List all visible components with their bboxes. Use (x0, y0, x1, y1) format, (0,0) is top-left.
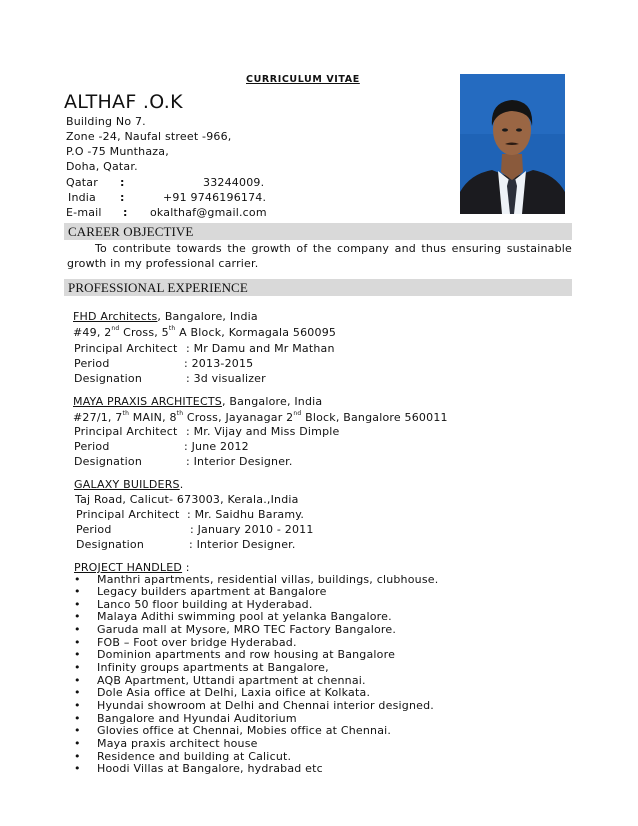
project-item-text: Lanco 50 floor building at Hyderabad. (97, 597, 313, 611)
project-item-text: Manthri apartments, residential villas, buildings, clubhouse. (97, 572, 439, 586)
document-title: CURRICULUM VITAE (246, 74, 360, 85)
job-2-row-value: : June 2012 (184, 440, 249, 453)
project-item-text: Garuda mall at Mysore, MRO TEC Factory Bangalore. (97, 623, 397, 637)
contact-label-email: E-mail (66, 206, 102, 219)
job-3-row-label: Designation (76, 538, 144, 551)
job-2-address-part: MAIN, 8 (129, 411, 177, 424)
contact-sep-qatar: : (120, 176, 125, 189)
job-2-address-sup: th (122, 410, 130, 417)
job-3-row-value: : Mr. Saidhu Baramy. (187, 508, 305, 521)
job-3-row-value: : January 2010 - 2011 (190, 523, 314, 536)
job-3-row-label: Principal Architect (76, 508, 180, 521)
contact-sep-email: : (123, 206, 128, 219)
bullet-icon: • (74, 736, 81, 750)
project-item-text: Bangalore and Hyundai Auditorium (97, 711, 297, 725)
project-item-text: FOB – Foot over bridge Hyderabad. (97, 635, 297, 649)
job-3-location: . (179, 478, 184, 491)
bullet-icon: • (74, 648, 81, 662)
job-1-row-value: : Mr Damu and Mr Mathan (186, 342, 335, 355)
contact-value-qatar: 33244009. (203, 176, 265, 189)
bullet-icon: • (74, 572, 81, 586)
job-2-row-value: : Interior Designer. (186, 455, 293, 468)
career-objective-heading: CAREER OBJECTIVE (64, 223, 572, 240)
project-item-text: Residence and building at Calicut. (97, 749, 292, 763)
address-line-1: Building No 7. (66, 115, 146, 128)
project-item-text: Dominion apartments and row housing at Bangalore (97, 648, 396, 662)
contact-sep-india: : (120, 191, 125, 204)
career-objective-text: To contribute towards the growth of the company and thus ensuring sustainable growth in my professional carrier. (67, 242, 572, 270)
contact-label-qatar: Qatar (66, 176, 98, 189)
address-line-2: Zone -24, Naufal street -966, (66, 130, 232, 143)
job-2-company: MAYA PRAXIS ARCHITECTS (73, 395, 222, 408)
job-2-row-label: Designation (74, 455, 142, 468)
job-1-row-label: Designation (74, 372, 142, 385)
project-item-text: Glovies office at Chennai, Mobies office at Chennai. (97, 724, 392, 738)
job-1-header (73, 309, 258, 324)
bullet-icon: • (74, 661, 81, 675)
bullet-icon: • (74, 762, 81, 776)
job-2-address-part: Block, Bangalore 560011 (301, 411, 448, 424)
job-3-row-label: Period (76, 523, 112, 536)
portrait-photo-icon (460, 74, 565, 214)
job-2-address (73, 410, 448, 425)
job-3-address: Taj Road, Calicut- 673003, Kerala.,India (75, 493, 299, 506)
address-line-4: Doha, Qatar. (66, 160, 138, 173)
contact-value-email: okalthaf@gmail.com (150, 206, 267, 219)
job-2-row-value: : Mr. Vijay and Miss Dimple (186, 425, 340, 438)
job-1-address (73, 325, 336, 340)
bullet-icon: • (74, 686, 81, 700)
project-item-text: Hyundai showroom at Delhi and Chennai interior designed. (97, 699, 434, 712)
bullet-icon: • (74, 635, 81, 649)
contact-value-india: +91 9746196174. (163, 191, 267, 204)
bullet-icon: • (74, 749, 81, 763)
job-1-location: , Bangalore, India (157, 310, 258, 323)
bullet-icon: • (74, 597, 81, 611)
address-line-3: P.O -75 Munthaza, (66, 145, 169, 158)
bullet-icon: • (74, 610, 81, 624)
job-1-row-value: : 3d visualizer (186, 372, 266, 385)
job-2-address-part: #27/1, 7 (73, 411, 123, 424)
project-item-text: AQB Apartment, Uttandi apartment at chennai. (97, 673, 366, 687)
job-1-row-label: Principal Architect (74, 342, 178, 355)
bullet-icon: • (74, 699, 81, 712)
projects-heading-suffix: : (182, 561, 190, 574)
contact-label-india: India (68, 191, 96, 204)
job-1-address-part: A Block, Kormagala 560095 (175, 326, 337, 339)
job-2-address-part: Cross, Jayanagar 2 (183, 411, 294, 424)
bullet-icon: • (74, 673, 81, 687)
bullet-icon: • (74, 585, 81, 599)
job-2-address-sup: th (176, 410, 184, 417)
project-item (74, 763, 323, 776)
job-1-address-part: Cross, 5 (119, 326, 169, 339)
project-item-text: Infinity groups apartments at Bangalore, (97, 661, 329, 675)
job-1-row-label: Period (74, 357, 110, 370)
job-1-company: FHD Architects (73, 310, 158, 323)
project-item-text: Malaya Adithi swimming pool at yelanka Bangalore. (97, 610, 392, 624)
person-name: ALTHAF .O.K (64, 91, 183, 113)
job-2-row-label: Period (74, 440, 110, 453)
project-item-text: Dole Asia office at Delhi, Laxia oifice at Kolkata. (97, 686, 371, 700)
job-3-row-value: : Interior Designer. (189, 538, 296, 551)
professional-experience-heading: PROFESSIONAL EXPERIENCE (64, 279, 572, 296)
bullet-icon: • (74, 623, 81, 637)
job-1-address-sup: nd (111, 325, 120, 332)
projects-heading-text: PROJECT HANDLED (74, 561, 183, 574)
job-1-address-part: #49, 2 (73, 326, 112, 339)
job-2-header (73, 394, 322, 409)
bullet-icon: • (74, 711, 81, 725)
job-1-address-sup: th (168, 325, 176, 332)
bullet-icon: • (74, 724, 81, 738)
job-2-row-label: Principal Architect (74, 425, 178, 438)
project-item-text: Maya praxis architect house (97, 736, 258, 750)
project-item-text: Legacy builders apartment at Bangalore (97, 585, 327, 599)
job-2-location: , Bangalore, India (221, 395, 323, 408)
project-item-text: Hoodi Villas at Bangalore, hydrabad etc (97, 762, 323, 776)
job-1-row-value: : 2013-2015 (184, 357, 254, 370)
job-3-company: GALAXY BUILDERS (74, 478, 180, 491)
job-2-address-sup: nd (293, 410, 302, 417)
job-3-header (74, 477, 183, 492)
